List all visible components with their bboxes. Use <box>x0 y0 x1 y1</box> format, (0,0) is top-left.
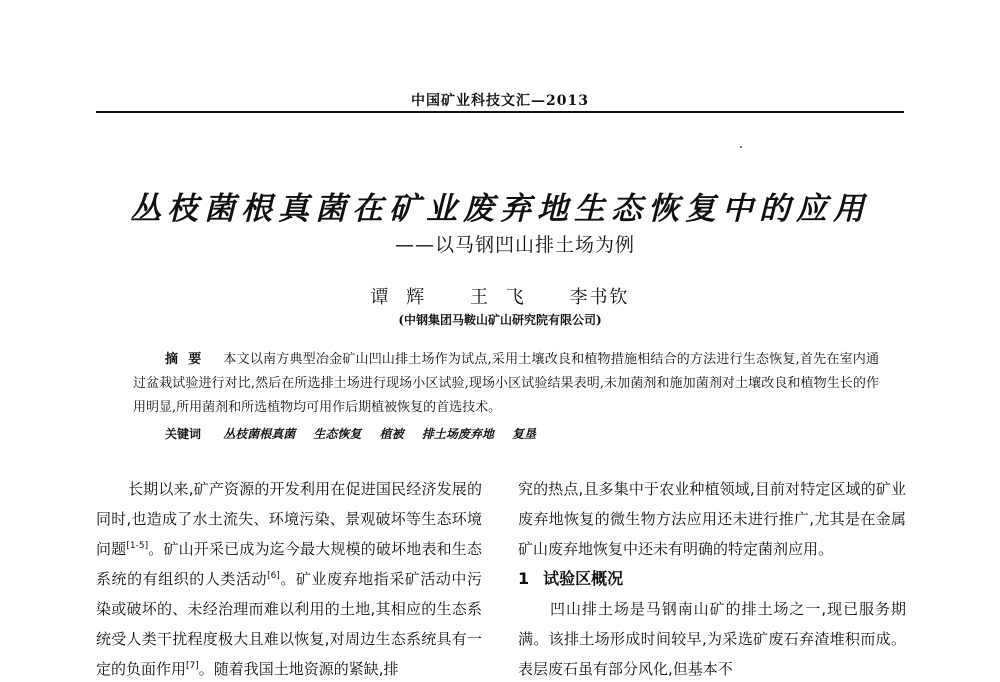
section-title: 试验区概况 <box>543 569 624 588</box>
body-paragraph: 凹山排土场是马钢南山矿的排土场之一,现已服务期满。该排土场形成时间较早,为采选矿废石弃渣堆积而成。表层废石虽有部分风化,但基本不 <box>518 600 906 678</box>
keyword: 复垦 <box>512 427 537 441</box>
affiliation: (中钢集团马鞍山矿山研究院有限公司) <box>398 313 602 327</box>
article-subtitle: ——以马钢凹山排土场为例 <box>394 234 635 256</box>
citation: [1-5] <box>126 541 149 551</box>
citation: [6] <box>267 571 280 581</box>
body-column-left <box>96 474 482 682</box>
keywords <box>165 425 536 442</box>
article-title: 丛枝菌根真菌在矿业废弃地生态恢复中的应用 <box>130 191 870 227</box>
journal-header: 中国矿业科技文汇—2013 <box>411 93 589 109</box>
abstract <box>133 348 879 420</box>
keyword: 排土场废弃地 <box>421 427 494 441</box>
body-paragraph <box>96 474 482 682</box>
keyword: 丛枝菌根真菌 <box>223 427 296 441</box>
scan-speck <box>740 146 742 148</box>
author-list <box>0 283 1000 309</box>
body-text: 。矿山开采已成为迄今最大规模的破坏地表和生态系统的有组织的人类活动 <box>96 540 482 588</box>
author-3: 李书钦 <box>569 287 630 308</box>
keyword: 植被 <box>379 427 404 441</box>
body-column-right <box>518 474 906 682</box>
body-text: 长期以来,矿产资源的开发利用在促进国民经济发展的同时,也造成了水土流失、环境污染、景观破坏等生态环境问题 <box>96 480 482 558</box>
body-paragraph: 究的热点,且多集中于农业种植领域,目前对特定区域的矿业废弃地恢复的微生物方法应用还未进行推广,尤其是在金属矿山废弃地恢复中还未有明确的特定菌剂应用。 <box>518 480 906 558</box>
abstract-label: 摘要 <box>165 352 212 367</box>
header-rule <box>96 111 904 113</box>
keywords-label: 关键词 <box>165 427 202 441</box>
citation: [7] <box>186 661 199 671</box>
body-text: 。随着我国土地资源的紧缺,排 <box>198 660 399 678</box>
section-number: 1 <box>518 569 530 588</box>
keyword: 生态恢复 <box>313 427 362 441</box>
body-text: 。矿业废弃地指采矿活动中污染或破坏的、未经治理而难以利用的土地,其相应的生态系统受人类干扰程度极大且难以恢复,对周边生态系统具有一定的负面作用 <box>96 570 482 678</box>
abstract-text: 本文以南方典型冶金矿山凹山排土场作为试点,采用土壤改良和植物措施相结合的方法进行生态恢复,首先在室内通过盆栽试验进行对比,然后在所选排土场进行现场小区试验,现场小区试验结果表明,未加菌剂和施加菌剂对土壤改良和植物生长的作用明显,所用菌剂和所选植物均可用作后期植被恢复的首选技术。 <box>133 352 879 415</box>
author-2: 王 飞 <box>470 287 526 308</box>
section-heading <box>518 564 906 594</box>
author-1: 谭 辉 <box>370 287 427 308</box>
